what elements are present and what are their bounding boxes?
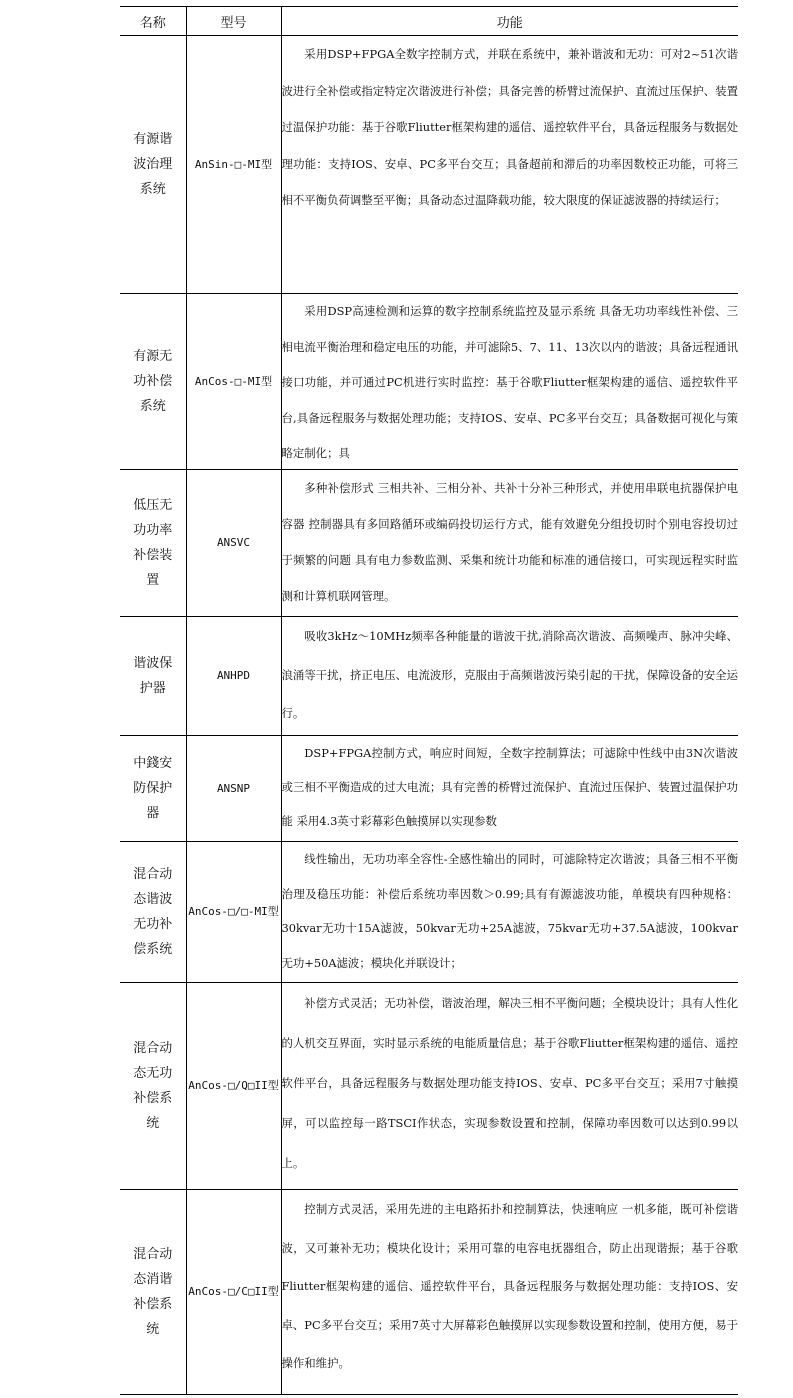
- product-function: 线性输出，无功功率全容性-全感性输出的同时，可滤除特定次谐波；具备三相不平衡治理及稳压功能：补偿后系统功率因数＞0.99;具有有源滤波功能，单模块有四种规格：30kvar无功十15A滤波，50kvar无功+25A滤波，75kvar无功+37.5A滤波，100kvar无功+50A滤波；模块化并联设计；: [281, 852, 738, 970]
- header-model: 型号: [186, 7, 281, 36]
- product-function-cell: [281, 983, 738, 1190]
- header-function: 功能: [281, 7, 738, 36]
- product-name: 混合动态谐波无功补偿系统: [133, 867, 173, 957]
- table-header-row: [120, 7, 738, 36]
- table-row: [120, 470, 738, 617]
- product-function: DSP+FPGA控制方式，响应时间短，全数字控制算法；可滤除中性线中由3N次谐波或三相不平衡造成的过大电流；具有完善的桥臂过流保护、直流过压保护、装置过温保护功能 采用4.3英寸彩幕彩色触摸屏以实现参数: [281, 746, 738, 828]
- product-name-cell: [120, 842, 186, 983]
- header-name: 名称: [120, 7, 186, 36]
- product-name: 谐波保护器: [133, 656, 173, 696]
- table-row: [120, 294, 738, 470]
- product-name: 混合动态消谐补偿系统: [133, 1247, 173, 1337]
- table-row: [120, 983, 738, 1190]
- product-name: 混合动态无功补偿系统: [133, 1041, 173, 1131]
- product-model: ANSVC: [186, 470, 281, 617]
- product-function-cell: [281, 294, 738, 470]
- product-function: 多种补偿形式 三相共补、三相分补、共补十分补三种形式，并使用串联电抗器保护电容器 控制器具有多回路循环或编码投切运行方式，能有效避免分组投切时个别电容投切过于频繁的问题 具有电力参数监测、采集和统计功能和标准的通信接口，可实现远程实时监测和计算机联网管理。: [281, 481, 738, 603]
- product-name-cell: [120, 983, 186, 1190]
- product-function: 采用DSP+FPGA全数字控制方式，并联在系统中，兼补谐波和无功：可对2~51次谐波进行全补偿或指定特定次谐波进行补偿；具备完善的桥臂过流保护、直流过压保护、装置过温保护功能：基于谷歌Fliutter框架构建的遥信、遥控软件平台，具备远程服务与数据处理功能：支持IOS、安卓、PC多平台交互；具备超前和滞后的功率因数校正功能，可将三相不平衡负荷调整至平衡；具备动态过温降载功能，较大限度的保证滤波器的持续运行；: [281, 47, 738, 207]
- product-model: ANHPD: [186, 617, 281, 736]
- table-row: [120, 736, 738, 842]
- product-function-cell: [281, 1190, 738, 1395]
- product-name: 有源谐波治理系统: [133, 132, 173, 197]
- product-name: 低压无功功率补偿装置: [133, 498, 173, 588]
- product-function-cell: [281, 617, 738, 736]
- product-model: ANSNP: [186, 736, 281, 842]
- product-table: [120, 6, 738, 1395]
- product-name-cell: [120, 736, 186, 842]
- product-function-cell: [281, 842, 738, 983]
- product-name-cell: [120, 617, 186, 736]
- product-name-cell: [120, 1190, 186, 1395]
- product-function: 控制方式灵活，采用先进的主电路拓扑和控制算法，快速响应 一机多能，既可补偿谐波，又可兼补无功；模块化设计；采用可靠的电容电抚器组合，防止出现谐振；基于谷歌Fliutter框架构建的遥信、遥控软件平台，具备远程服务与数据处理功能：支持IOS、安卓、PC多平台交互；采用7英寸大屏幕彩色触摸屏以实现参数设置和控制，使用方便，易于操作和维护。: [281, 1202, 738, 1370]
- product-model: AnCos-□/Q□II型: [186, 983, 281, 1190]
- product-function: 吸收3kHz～10MHz频率各种能量的谐波干扰,消除高次谐波、高频噪声、脉冲尖峰、浪涌等干扰，挤正电压、电流波形，克服由于高频谐波污染引起的干扰，保障设备的安全运行。: [281, 629, 738, 720]
- product-model: AnCos-□-MI型: [186, 294, 281, 470]
- product-model: AnCos-□/□-MI型: [186, 842, 281, 983]
- product-function: 采用DSP高速检测和运算的数字控制系统监控及显示系统 具备无功功率线性补偿、三相电流平衡治理和稳定电压的功能，并可滤除5、7、11、13次以内的谐波；具备远程通讯接口功能，并可通过PC机进行实时监控：基于谷歌Fliutter框架构建的遥信、遥控软件平台,具备远程服务与数据处理功能；支持IOS、安卓、PC多平台交互；具备数据可视化与策略定制化；具: [281, 304, 738, 460]
- table-row: [120, 842, 738, 983]
- product-function-cell: [281, 36, 738, 294]
- product-name: 中錢安防保护器: [133, 756, 173, 821]
- product-function-cell: [281, 470, 738, 617]
- product-name-cell: [120, 470, 186, 617]
- product-function: 补偿方式灵活；无功补偿，谐波治理，解决三相不平衡问题；全模块设计；具有人性化的人机交互界面，实时显示系统的电能质量信息；基于谷歌Fliutter框架构建的遥信、遥控软件平台，具备远程服务与数据处理功能支持IOS、安卓、PC多平台交互；采用7寸触摸屏，可以监控每一路TSCI作状态，实现参数设置和控制，保障功率因数可以达到0.99以上。: [281, 996, 738, 1170]
- table-row: [120, 617, 738, 736]
- product-model: AnSin-□-MI型: [186, 36, 281, 294]
- product-name: 有源无功补偿系统: [133, 349, 173, 414]
- product-name-cell: [120, 294, 186, 470]
- product-function-cell: [281, 736, 738, 842]
- product-name-cell: [120, 36, 186, 294]
- table-row: [120, 1190, 738, 1395]
- product-model: AnCos-□/C□II型: [186, 1190, 281, 1395]
- table-row: [120, 36, 738, 294]
